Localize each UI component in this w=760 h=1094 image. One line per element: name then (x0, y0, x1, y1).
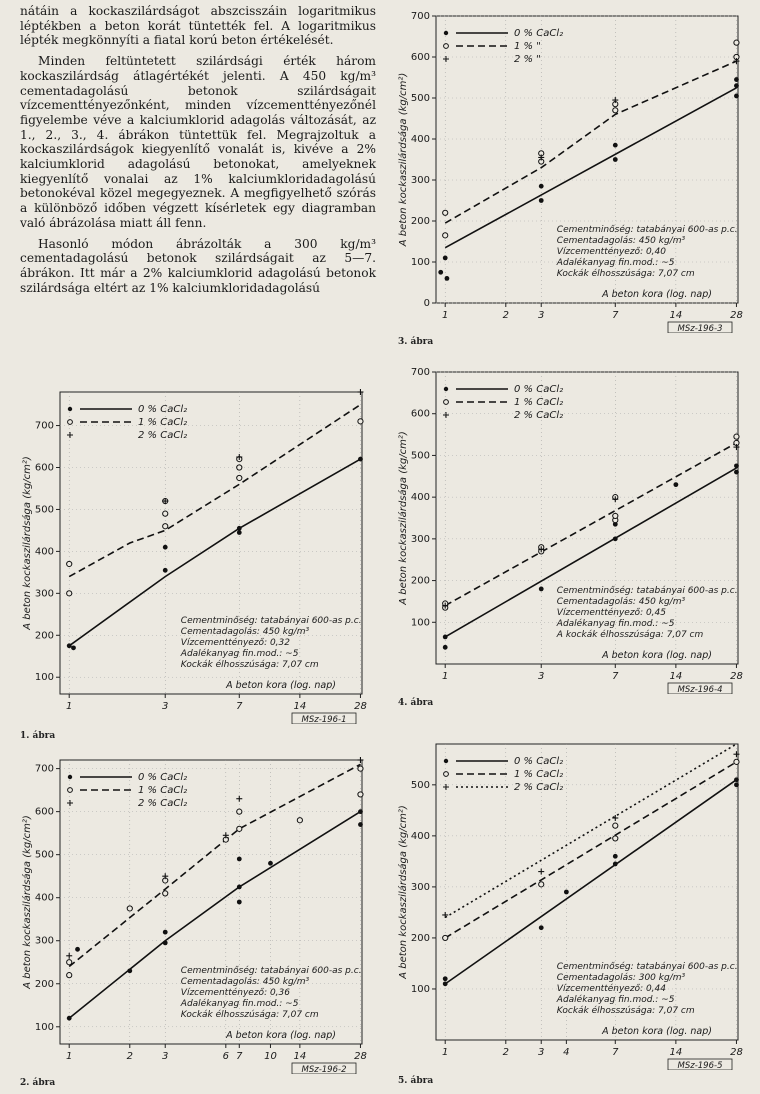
x-tick-label: 1 (442, 671, 449, 682)
x-axis-label: A beton kora (log. nap) (602, 650, 712, 661)
chart-svg (394, 364, 746, 694)
annotation-note: Kockák élhosszúsága: 7,07 cm (180, 660, 319, 670)
y-tick-label: 600 (410, 52, 430, 63)
x-tick-label: 28 (730, 310, 743, 321)
legend-marker (68, 775, 72, 779)
data-point (163, 891, 168, 896)
legend-marker (444, 387, 448, 391)
series-line (445, 762, 736, 938)
y-tick-label: 600 (410, 408, 430, 420)
x-tick-label: 3 (538, 671, 545, 682)
annotation-note: Adalékanyag fin.mod.: ~5 (180, 999, 299, 1009)
data-point (75, 947, 80, 952)
data-point (297, 818, 302, 823)
legend-label: 1 % CaCl₂ (138, 417, 188, 428)
legend-label: 2 % CaCl₂ (514, 410, 564, 421)
data-point (237, 857, 242, 862)
data-point (67, 1016, 72, 1021)
y-tick-label: 400 (410, 830, 430, 842)
x-tick-label: 6 (222, 1051, 230, 1062)
figure-5-chart (394, 736, 746, 1070)
annotation-note: Cementadagolás: 300 kg/m³ (556, 973, 686, 983)
annotation-note: Cementminőség: tatabányai 600-as p.c. (556, 586, 738, 596)
y-tick-label: 400 (34, 546, 54, 558)
annotation-note: Kockák élhosszúsága: 7,07 cm (556, 1006, 695, 1016)
y-tick-label: 600 (34, 462, 54, 474)
y-tick-label: 100 (410, 617, 430, 629)
x-tick-label: 2 (502, 310, 509, 321)
series-line (445, 443, 736, 606)
data-point (163, 511, 168, 516)
x-tick-label: 7 (612, 1047, 619, 1058)
annotation-note: A kockák élhosszúsága: 7,07 cm (556, 630, 704, 640)
stamp-label: MSz-196-1 (301, 715, 347, 724)
x-axis-label: A beton kora (log. nap) (602, 289, 712, 300)
y-tick-label: 700 (410, 11, 430, 22)
annotation-note: Cementminőség: tatabányai 600-as p.c. (180, 616, 362, 626)
data-point (127, 968, 132, 973)
data-point (613, 836, 618, 841)
y-tick-label: 300 (410, 881, 430, 893)
annotation-note: Cementadagolás: 450 kg/m³ (180, 627, 310, 637)
legend-label: 1 % CaCl₂ (514, 397, 564, 408)
y-tick-label: 500 (34, 504, 54, 516)
y-tick-label: 500 (410, 779, 430, 791)
paragraph: Hasonló módon ábrázolták a 300 kg/m³ cementadagolású betonok szilárdságait az 5—7. ábrákon. Itt már a 2% kalciumklorid adagolású betonok szilárdsága eltért az 1% kalciumkloridadagolású (20, 236, 376, 295)
x-tick-label: 3 (538, 1047, 545, 1058)
annotation-note: Cementadagolás: 450 kg/m³ (556, 236, 686, 246)
data-point (358, 809, 363, 814)
annotation-note: Vízcementtényező: 0,40 (556, 247, 667, 257)
data-point (237, 885, 242, 890)
data-point (734, 470, 739, 475)
x-tick-label: 7 (236, 701, 243, 712)
data-point (539, 882, 544, 887)
data-point (443, 981, 448, 986)
data-point (613, 862, 618, 867)
legend-marker (444, 759, 448, 763)
legend-marker (444, 44, 449, 49)
legend-label: 1 % CaCl₂ (514, 769, 564, 780)
y-tick-label: 700 (34, 763, 54, 775)
annotation-note: Kockák élhosszúsága: 7,07 cm (556, 269, 695, 279)
data-point (67, 960, 72, 965)
data-point (445, 276, 450, 281)
y-tick-label: 100 (34, 1021, 54, 1033)
x-axis-label: A beton kora (log. nap) (226, 680, 336, 691)
annotation-note: Cementminőség: tatabányai 600-as p.c. (556, 962, 738, 972)
x-tick-label: 14 (669, 1047, 683, 1058)
data-point (539, 184, 544, 189)
x-tick-label: 14 (293, 701, 307, 712)
y-tick-label: 0 (423, 298, 430, 309)
y-tick-label: 700 (34, 420, 54, 432)
data-point (438, 270, 443, 275)
y-tick-label: 500 (34, 849, 54, 861)
legend-marker (68, 420, 73, 425)
series-line (445, 88, 736, 248)
legend-label: 2 % " (514, 54, 541, 65)
data-point (539, 198, 544, 203)
data-point (237, 465, 242, 470)
x-tick-label: 7 (236, 1051, 243, 1062)
legend-marker (444, 772, 449, 777)
series-line (445, 780, 736, 984)
x-tick-label: 14 (669, 310, 683, 321)
data-point (67, 643, 72, 648)
data-point (443, 256, 448, 261)
data-point (539, 587, 544, 592)
figure-1-caption: 1. ábra (20, 731, 56, 741)
data-point (163, 524, 168, 529)
x-tick-label: 7 (612, 671, 619, 682)
annotation-note: Vízcementtényező: 0,32 (180, 638, 291, 648)
figure-3-chart (394, 8, 746, 333)
x-tick-label: 28 (354, 1051, 367, 1062)
paragraph: nátáin a kockaszilárdságot abszcisszáin logaritmikus léptékben a beton korát tüntették fel. A logaritmikus lépték megkönnyíti a fiatal korú beton értékelését. (20, 4, 376, 48)
y-axis-label: A beton kockaszilárdsága (kg/cm²) (398, 72, 409, 247)
y-axis-label: A beton kockaszilárdsága (kg/cm²) (398, 431, 409, 605)
annotation-note: Vízcementtényező: 0,36 (180, 988, 291, 998)
data-point (539, 925, 544, 930)
x-tick-label: 4 (563, 1047, 570, 1058)
chart-svg (394, 8, 746, 333)
data-point (734, 83, 739, 88)
x-tick-label: 1 (442, 1047, 449, 1058)
data-point (163, 930, 168, 935)
data-point (613, 143, 618, 148)
legend-label: 0 % CaCl₂ (138, 404, 188, 415)
data-point (163, 940, 168, 945)
data-point (443, 645, 448, 650)
body-text (20, 4, 376, 301)
y-tick-label: 300 (410, 533, 430, 545)
x-tick-label: 28 (730, 1047, 743, 1058)
y-tick-label: 100 (34, 672, 54, 684)
y-tick-label: 300 (410, 175, 430, 186)
data-point (163, 568, 168, 573)
figure-3-caption: 3. ábra (398, 337, 434, 347)
figure-1-chart (18, 384, 370, 724)
data-point (358, 419, 363, 424)
y-tick-label: 100 (410, 983, 430, 995)
x-tick-label: 1 (66, 701, 73, 712)
x-tick-label: 3 (538, 310, 545, 321)
legend-marker (444, 31, 448, 35)
data-point (613, 157, 618, 162)
legend-label: 2 % CaCl₂ (138, 798, 188, 809)
data-point (163, 545, 168, 550)
y-tick-label: 200 (410, 932, 430, 944)
data-point (237, 900, 242, 905)
annotation-note: Vízcementtényező: 0,44 (556, 984, 667, 994)
legend-label: 0 % CaCl₂ (514, 756, 564, 767)
x-tick-label: 7 (612, 310, 619, 321)
annotation-note: Cementminőség: tatabányai 600-as p.c. (556, 225, 738, 235)
data-point (443, 210, 448, 215)
y-tick-label: 600 (34, 806, 54, 818)
y-axis-label: A beton kockaszilárdsága (kg/cm²) (398, 805, 409, 979)
x-tick-label: 28 (730, 671, 743, 682)
x-tick-label: 1 (66, 1051, 73, 1062)
data-point (67, 591, 72, 596)
data-point (734, 782, 739, 787)
data-point (734, 77, 739, 82)
y-tick-label: 200 (410, 216, 430, 227)
stamp-label: MSz-196-4 (677, 685, 723, 694)
legend-marker (68, 788, 73, 793)
x-axis-label: A beton kora (log. nap) (602, 1026, 712, 1037)
x-tick-label: 3 (162, 701, 169, 712)
legend-label: 2 % CaCl₂ (138, 430, 188, 441)
data-point (443, 976, 448, 981)
y-tick-label: 100 (410, 257, 430, 268)
data-point (613, 823, 618, 828)
data-point (358, 792, 363, 797)
series-line (69, 764, 360, 966)
data-point (443, 935, 448, 940)
data-point (613, 108, 618, 113)
y-tick-label: 500 (410, 93, 430, 104)
data-point (613, 536, 618, 541)
series-line (445, 61, 736, 223)
figure-2-chart (18, 752, 370, 1074)
x-tick-label: 10 (264, 1051, 277, 1062)
legend-label: 0 % CaCl₂ (514, 28, 564, 39)
data-point (237, 526, 242, 531)
annotation-note: Adalékanyag fin.mod.: ~5 (556, 995, 675, 1005)
series-line (445, 744, 736, 918)
stamp-label: MSz-196-3 (677, 324, 723, 333)
annotation-note: Cementminőség: tatabányai 600-as p.c. (180, 966, 362, 976)
data-point (734, 94, 739, 99)
data-point (734, 434, 739, 439)
legend-marker (444, 400, 449, 405)
data-point (734, 463, 739, 468)
legend-label: 0 % CaCl₂ (138, 772, 188, 783)
legend-label: 1 % " (514, 41, 541, 52)
chart-svg (18, 752, 370, 1074)
y-tick-label: 200 (410, 575, 430, 587)
y-tick-label: 300 (34, 935, 54, 947)
legend-marker (68, 407, 72, 411)
data-point (443, 233, 448, 238)
legend-label: 2 % CaCl₂ (514, 782, 564, 793)
data-point (237, 475, 242, 480)
y-tick-label: 700 (410, 367, 430, 378)
figure-2-caption: 2. ábra (20, 1078, 56, 1088)
data-point (358, 822, 363, 827)
data-point (67, 973, 72, 978)
legend-label: 0 % CaCl₂ (514, 384, 564, 395)
annotation-note: Cementadagolás: 450 kg/m³ (556, 597, 686, 607)
y-tick-label: 400 (410, 134, 430, 145)
y-axis-label: A beton kockaszilárdsága (kg/cm²) (22, 815, 33, 989)
x-tick-label: 1 (442, 310, 449, 321)
x-tick-label: 14 (669, 671, 683, 682)
data-point (237, 809, 242, 814)
annotation-note: Adalékanyag fin.mod.: ~5 (556, 619, 675, 629)
data-point (67, 561, 72, 566)
x-tick-label: 2 (126, 1051, 133, 1062)
data-point (734, 40, 739, 45)
figure-4-chart (394, 364, 746, 694)
annotation-note: Cementadagolás: 450 kg/m³ (180, 977, 310, 987)
x-tick-label: 2 (502, 1047, 509, 1058)
x-axis-label: A beton kora (log. nap) (226, 1030, 336, 1041)
figure-5-caption: 5. ábra (398, 1076, 434, 1086)
y-tick-label: 200 (34, 630, 54, 642)
data-point (71, 645, 76, 650)
data-point (358, 457, 363, 462)
y-tick-label: 400 (410, 492, 430, 504)
series-line (69, 405, 360, 577)
data-point (237, 826, 242, 831)
annotation-note: Adalékanyag fin.mod.: ~5 (180, 649, 299, 659)
y-tick-label: 400 (34, 892, 54, 904)
chart-svg (18, 384, 370, 724)
chart-svg (394, 736, 746, 1070)
stamp-label: MSz-196-2 (301, 1065, 347, 1074)
y-tick-label: 300 (34, 588, 54, 600)
data-point (268, 861, 273, 866)
data-point (734, 777, 739, 782)
annotation-note: Vízcementtényező: 0,45 (556, 608, 667, 618)
y-tick-label: 500 (410, 450, 430, 462)
stamp-label: MSz-196-5 (677, 1061, 723, 1070)
data-point (127, 906, 132, 911)
paragraph: Minden feltüntetett szilárdsági érték három kockaszilárdság átlagértékét jelenti. A 450 kg/m³ cementadagolású betonok szilárdságait vízcementtényezőnként, minden vízcementtényezőnél figyelembe véve a kalciumklorid adagolás változását, az 1., 2., 3., 4. ábrákon tüntettük fel. Megrajzoltuk a kockaszilárdságok kiegyenlítő vonalát is, kivéve a 2% kalciumklorid adagolású betonokat, amelyeknek kiegyenlítő vonalai az 1% kalciumkloridadagolású betonokéval közel megegyeznek. A megfigyelhető szórás a különböző időben végzett kísérletek egy diagramban való ábrázolása miatt áll fenn. (20, 54, 376, 230)
data-point (613, 854, 618, 859)
y-tick-label: 200 (34, 978, 54, 990)
x-tick-label: 3 (162, 1051, 169, 1062)
legend-label: 1 % CaCl₂ (138, 785, 188, 796)
annotation-note: Adalékanyag fin.mod.: ~5 (556, 258, 675, 268)
data-point (564, 890, 569, 895)
figure-4-caption: 4. ábra (398, 698, 434, 708)
data-point (673, 482, 678, 487)
data-point (734, 759, 739, 764)
x-tick-label: 28 (354, 701, 367, 712)
data-point (443, 634, 448, 639)
y-axis-label: A beton kockaszilárdsága (kg/cm²) (22, 456, 33, 630)
data-point (358, 766, 363, 771)
annotation-note: Kockák élhosszúsága: 7,07 cm (180, 1010, 319, 1020)
x-tick-label: 14 (293, 1051, 307, 1062)
data-point (237, 530, 242, 535)
data-point (613, 513, 618, 518)
